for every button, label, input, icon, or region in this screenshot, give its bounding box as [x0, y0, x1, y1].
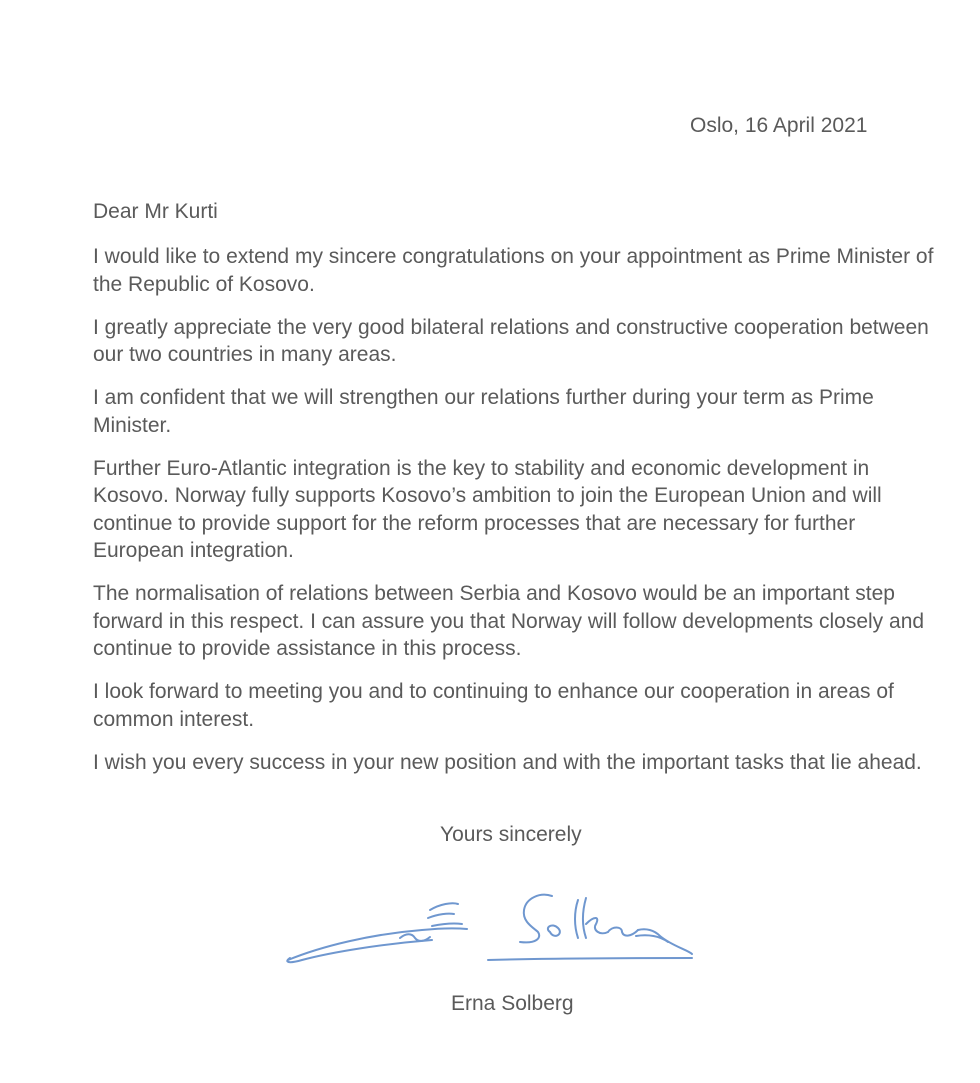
closing: Yours sincerely	[440, 823, 582, 846]
paragraph-3: I am confident that we will strengthen our relations further during your term as Prime Minister.	[93, 386, 874, 437]
paragraph-5: The normalisation of relations between Serbia and Kosovo would be an important step forward in this respect. I can assure you that Norway will follow developments closely and continue to provide assistance in this process.	[93, 582, 925, 660]
paragraph-4: Further Euro-Atlantic integration is the key to stability and economic development in Kosovo. Norway fully supports Kosovo’s ambition to join the European Union and will continue to provide support for the reform processes that are necessary for further European integration.	[93, 456, 882, 562]
paragraph-6: I look forward to meeting you and to continuing to enhance our cooperation in areas of common interest.	[93, 680, 894, 731]
paragraph-1: I would like to extend my sincere congratulations on your appointment as Prime Minister of the Republic of Kosovo.	[93, 245, 934, 296]
signer-name: Erna Solberg	[451, 992, 574, 1015]
paragraph-2: I greatly appreciate the very good bilateral relations and constructive cooperation between our two countries in many areas.	[93, 315, 929, 366]
letter-body	[93, 243, 938, 792]
letter-date: Oslo, 16 April 2021	[690, 114, 868, 137]
salutation: Dear Mr Kurti	[93, 200, 218, 223]
handwritten-signature	[282, 888, 702, 968]
paragraph-7: I wish you every success in your new position and with the important tasks that lie ahead.	[93, 750, 922, 774]
